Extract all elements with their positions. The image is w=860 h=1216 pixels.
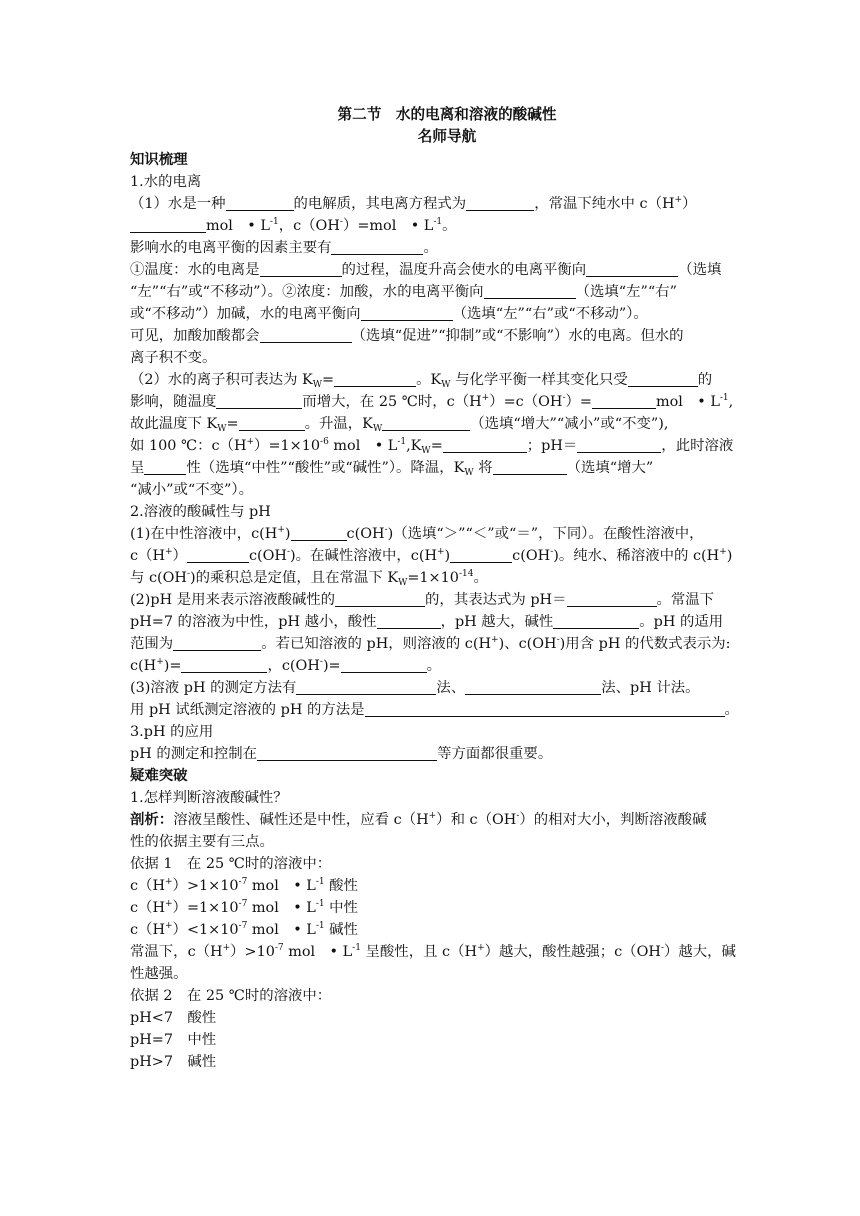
paragraph-line: 依据 2 在 25 ℃时的溶液中： bbox=[130, 988, 332, 1004]
paragraph-line: 可见，加酸加酸都会 （选填“促进”“抑制”或“不影响”）水的电离。但水的 bbox=[130, 328, 684, 344]
blank bbox=[334, 371, 416, 387]
paragraph-line: c(H+)= ，c(OH-)= 。 bbox=[130, 657, 442, 674]
blank bbox=[553, 613, 639, 629]
blank bbox=[493, 459, 567, 475]
subsection-heading-water-ionization: 1.水的电离 bbox=[130, 174, 202, 190]
paragraph-line: mol • $L^{-1}$，c（OH-）=mol • $L^{-1}$。 bbox=[130, 215, 734, 237]
blank bbox=[450, 547, 512, 563]
blank bbox=[365, 701, 725, 717]
blank bbox=[567, 591, 657, 607]
question-line: 1.怎样判断溶液酸碱性？ bbox=[130, 790, 288, 806]
blank bbox=[341, 657, 427, 673]
paragraph-line: “减小”或“不变”）。 bbox=[130, 482, 253, 498]
condition-line: $c(H^+)<1\times 10^{-7}$ mol • $L^{-1}$ 碱性 bbox=[130, 921, 358, 938]
blank bbox=[173, 635, 261, 651]
blank bbox=[187, 547, 249, 563]
paragraph-line: 或“不移动”）加碱，水的电离平衡向 （选填“左”“右”或“不移动”）。 bbox=[130, 306, 648, 322]
paragraph-line: 如 100 ℃：$c(H^+)=1\times 10^{-6}$ mol • $L^{-1},K_W=$ ；pH＝ ，此时溶液 bbox=[130, 437, 734, 456]
paragraph-line: 常温下，$c(H^+)>10^{-7}$ mol • $L^{-1}$ 呈酸性，且 c（H+）越大，酸性越强；c（OH-）越大，碱 bbox=[130, 943, 736, 960]
paragraph-line: （2）水的离子积可表达为 $K_W=$ 。$K_W$ 与化学平衡一样其变化只受 的 bbox=[130, 372, 713, 390]
blank bbox=[144, 459, 186, 475]
blank bbox=[291, 525, 347, 541]
blank bbox=[586, 261, 678, 277]
blank bbox=[361, 305, 453, 321]
condition-line: pH<7 酸性 bbox=[130, 1010, 217, 1026]
condition-line: $c(H^+)>1\times 10^{-7}$ mol • $L^{-1}$ 酸性 bbox=[130, 877, 358, 894]
blank bbox=[484, 283, 576, 299]
document-page bbox=[130, 104, 739, 1073]
paragraph-line: （1）水是一种 的电解质，其电离方程式为 ，常温下纯水中 c（H+） bbox=[130, 195, 697, 212]
blank bbox=[592, 393, 656, 409]
section-heading-knowledge: 知识梳理 bbox=[130, 151, 188, 168]
subsection-heading-ph: 2.溶液的酸碱性与 pH bbox=[130, 504, 271, 520]
paragraph-line: (2)pH 是用来表示溶液酸碱性的 的，其表达式为 pH＝ 。常温下 bbox=[130, 592, 715, 608]
page-title: 第二节 水的电离和溶液的酸碱性 bbox=[337, 106, 557, 123]
blank bbox=[130, 217, 206, 233]
paragraph-line: 范围为 。若已知溶液的 pH，则溶液的 c(H+)、c(OH-)用含 pH 的代数式表示为: bbox=[130, 635, 731, 652]
paragraph-line: (1)在中性溶液中，c(H+) c(OH-)（选填“＞”“＜”或“＝”，下同）。在酸性溶液中， bbox=[130, 525, 704, 542]
blank bbox=[216, 393, 302, 409]
blank bbox=[226, 195, 294, 211]
paragraph-line: 性的依据主要有三点。 bbox=[130, 834, 274, 850]
blank bbox=[377, 613, 441, 629]
paragraph-line: 依据 1 在 25 ℃时的溶液中： bbox=[130, 856, 332, 872]
paragraph-line: 影响，随温度 而增大，在 25 ℃时，c（H+）=c（OH-）= mol • $L^{-1}$, bbox=[130, 393, 734, 410]
paragraph-line: 用 pH 试纸测定溶液的 pH 的方法是 。 bbox=[130, 702, 739, 718]
blank bbox=[335, 591, 425, 607]
page-subtitle: 名师导航 bbox=[417, 128, 477, 145]
blank bbox=[628, 371, 698, 387]
blank bbox=[382, 415, 470, 431]
paragraph-line: 剖析：溶液呈酸性、碱性还是中性，应看 c（H+）和 c（OH-）的相对大小，判断溶液酸碱 bbox=[130, 811, 707, 828]
paragraph-line: 影响水的电离平衡的因素主要有 。 bbox=[130, 240, 438, 256]
paragraph-line: pH 的测定和控制在 等方面都很重要。 bbox=[130, 746, 553, 762]
blank bbox=[466, 195, 534, 211]
paragraph-line: 与 c(OH-)的乘积总是定值，且在常温下 $K_W=1\times 10^{-14}$。 bbox=[130, 569, 488, 588]
blank bbox=[577, 437, 661, 453]
blank bbox=[331, 239, 423, 255]
blank bbox=[239, 415, 305, 431]
condition-line: pH>7 碱性 bbox=[130, 1054, 217, 1070]
blank bbox=[465, 679, 601, 695]
blank bbox=[257, 745, 437, 761]
paragraph-line: pH=7 的溶液为中性，pH 越小，酸性 ，pH 越大，碱性 。pH 的适用 bbox=[130, 614, 724, 630]
paragraph-line: c（H+） c(OH-)。在碱性溶液中，c(H+) c(OH-)。纯水、稀溶液中的 c(H+) bbox=[130, 547, 733, 564]
condition-line: pH=7 中性 bbox=[130, 1032, 217, 1048]
paragraph-line: ①温度：水的电离是 的过程，温度升高会使水的电离平衡向 （选填 bbox=[130, 262, 722, 278]
section-heading-difficult: 疑难突破 bbox=[130, 767, 188, 784]
subsection-heading-ph-application: 3.pH 的应用 bbox=[130, 724, 214, 740]
blank bbox=[296, 679, 436, 695]
blank bbox=[260, 261, 342, 277]
paragraph-line: 离子积不变。 bbox=[130, 350, 217, 366]
paragraph-line: 故此温度下 $K_W=$ 。升温，$K_W$ （选填“增大”“减小”或“不变”), bbox=[130, 416, 669, 434]
paragraph-line: (3)溶液 pH 的测定方法有 法、 法、pH 计法。 bbox=[130, 680, 700, 696]
blank bbox=[181, 657, 267, 673]
paragraph-line: 呈 性（选填“中性”“酸性”或“碱性”）。降温，$K_W$ 将 （选填“增大” bbox=[130, 460, 654, 478]
blank bbox=[443, 437, 527, 453]
condition-line: $c(H^+)=1\times 10^{-7}$ mol • $L^{-1}$ 中性 bbox=[130, 899, 358, 916]
paragraph-line: 性越强。 bbox=[130, 966, 188, 982]
paragraph-line: “左”“右”或“不移动”）。②浓度：加酸，水的电离平衡向 （选填“左”“右” bbox=[130, 284, 677, 300]
blank bbox=[260, 327, 352, 343]
